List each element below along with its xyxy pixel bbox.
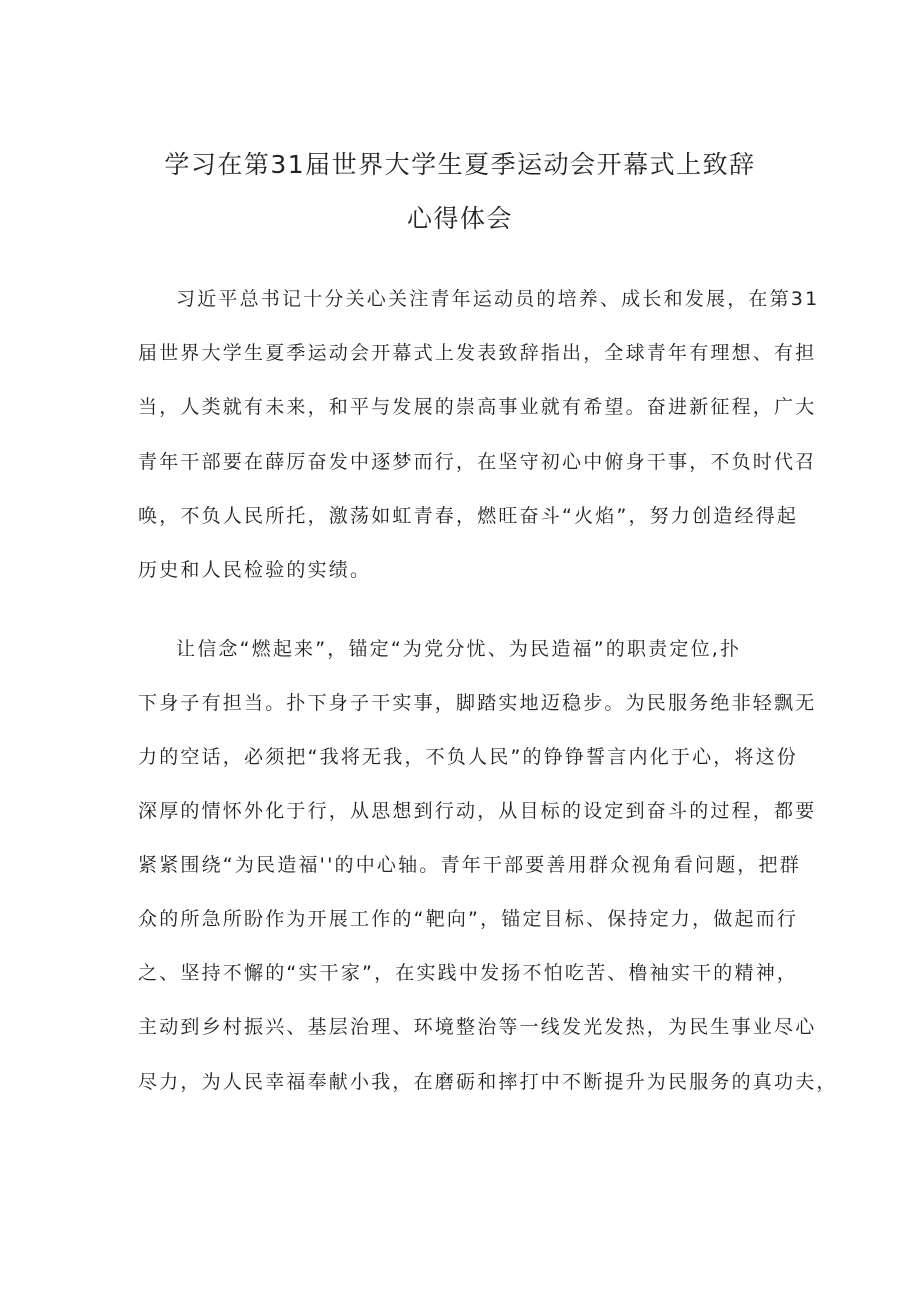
paragraph-2-line: 尽力，为人民幸福奉献小我，在磨砺和摔打中不断提升为民服务的真功夫， [138,1071,838,1093]
paragraph-1-line: 习近平总书记十分关心关注青年运动员的培养、成长和发展，在第31 [176,288,820,310]
paragraph-1-line: 当，人类就有未来，和平与发展的崇高事业就有希望。奋进新征程，广大 [138,396,817,418]
paragraph-2-line: 众的所急所盼作为开展工作的“靶向”，锚定目标、保持定力，做起而行 [138,908,799,930]
paragraph-2-line: 紧紧围绕“为民造福''的中心轴。青年干部要善用群众视角看问题，把群 [138,854,801,876]
document-title-line-1: 学习在第31届世界大学生夏季运动会开幕式上致辞 [164,150,756,179]
document-title-line-2: 心得体会 [406,204,513,233]
paragraph-2-line: 下身子有担当。扑下身子干实事，脚踏实地迈稳步。为民服务绝非轻飘无 [138,692,817,714]
paragraph-1-line: 历史和人民检验的实绩。 [138,559,372,581]
paragraph-1-line: 届世界大学生夏季运动会开幕式上发表致辞指出，全球青年有理想、有担 [138,342,817,364]
paragraph-2-line: 之、坚持不懈的“实干家”，在实践中发扬不怕吃苦、橹袖实干的精神， [138,962,799,984]
paragraph-2-line: 让信念“燃起来”，锚定“为党分忧、为民造福”的职责定位,扑 [176,638,742,660]
paragraph-2-line: 深厚的情怀外化于行，从思想到行动，从目标的设定到奋斗的过程，都要 [138,800,817,822]
paragraph-1-line: 青年干部要在薛厉奋发中逐梦而行，在坚守初心中俯身干事，不负时代召 [138,451,817,473]
paragraph-2-line: 力的空话，必须把“我将无我，不负人民”的铮铮誓言内化于心，将这份 [138,746,799,768]
paragraph-1-line: 唤，不负人民所托，激荡如虹青春，燃旺奋斗“火焰”，努力创造经得起 [138,505,799,527]
paragraph-2-line: 主动到乡村振兴、基层治理、环境整治等一线发光发热，为民生事业尽心 [138,1016,817,1038]
